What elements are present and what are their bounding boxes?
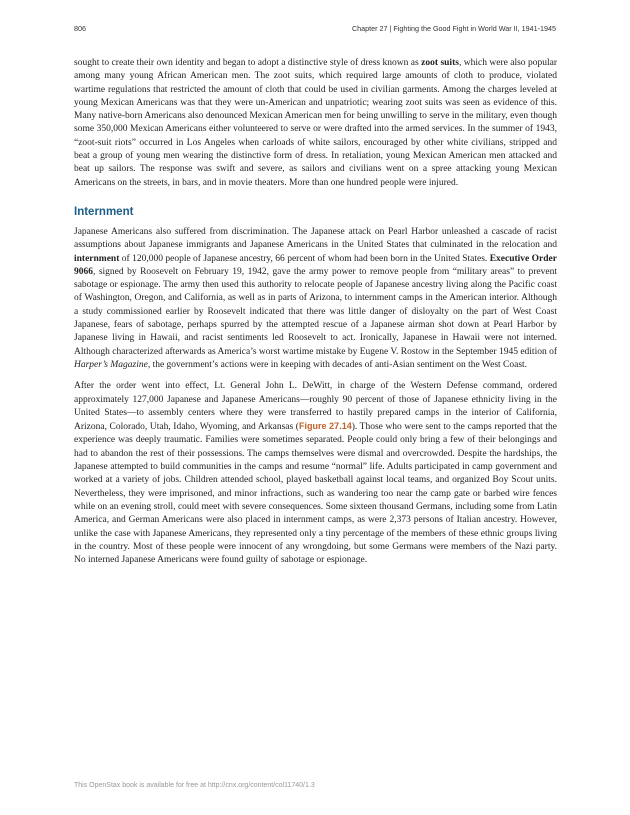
page-header — [74, 24, 556, 38]
figure-reference-link[interactable]: Figure 27.14 — [298, 421, 352, 432]
section-heading-internment: Internment — [74, 205, 134, 218]
page-number: 806 — [74, 24, 86, 33]
paragraph-text: sought to create their own identity and began to adopt a distinctive style of dress known as — [74, 58, 422, 68]
publication-title: Harper’s Magazine — [74, 359, 148, 370]
running-head: Chapter 27 | Fighting the Good Fight in World War II, 1941-1945 — [351, 24, 556, 33]
key-term-internment: internment — [74, 253, 120, 264]
paragraph-text: , which were also popular among many young African American men. The zoot suits, which required large amounts of cloth to produce, violated wartime regulations that restricted the amount of cloth that could be used in civilian garments. Among the charges leveled at young Mexican Americans was that they were un-American and unpatriotic; wearing zoot suits was seen as evidence of this. Many native-born Americans also denounced Mexican American men for being unwilling to serve in the military, even though some 350,000 Mexican Americans either volunteered to serve or were drafted into the armed services. In the summer of 1943, “zoot-suit riots” occurred in Los Angeles when carloads of white sailors, encouraged by other white civilians, stripped and beat a group of young men wearing the distinctive form of dress. In retaliation, young Mexican American men attacked and beat up sailors. The response was swift and severe, as sailors and civilians went on a spree attacking young Mexican Americans on the streets, in bars, and in movie theaters. More than one hundred people were injured. — [74, 58, 557, 188]
paragraph-text: ). Those who were sent to the camps reported that the experience was deeply traumatic. Families were sometimes separated. People could only bring a few of their belongings and had to abandon the rest of their possessions. The camps themselves were dismal and overcrowded. Despite the hardships, the Japanese attempted to build communities in the camps and resume “normal” life. Adults participated in camp government and worked at a variety of jobs. Children attended school, played basketball against local teams, and organized Boy Scout units. Nevertheless, they were imprisoned, and minor infractions, such as wandering too near the camp gate or barbed wire fences while on an evening stroll, could meet with severe consequences. Some sixteen thousand Germans, including some from Latin America, and German Americans were also placed in internment camps, as were 2,373 persons of Italian ancestry. However, unlike the case with Japanese Americans, they represented only a tiny percentage of the members of these ethnic groups living in the country. Most of these people were innocent of any wrongdoing, but some Germans were members of the Nazi party. No interned Japanese Americans were found guilty of sabotage or espionage. — [74, 422, 557, 566]
key-term-zoot-suits: zoot suits — [421, 58, 459, 68]
paragraph-zoot-suits — [74, 57, 557, 190]
key-term-executive-order: Executive Order 9066 — [74, 253, 557, 277]
body-content — [74, 57, 557, 575]
page-footer: This OpenStax book is available for free at http://cnx.org/content/col11740/1.3 — [74, 782, 315, 789]
paragraph-internment — [74, 226, 557, 372]
paragraph-text: After the order went into effect, Lt. General John L. DeWitt, in charge of the Western Defense command, ordered approximately 127,000 Japanese and Japanese Americans—roughly 90 percent of those of Japanese ethnicity living in the United States—to assembly centers where they were transferred to hastily prepared camps in the interior of California, Arizona, Colorado, Utah, Idaho, Wyoming, and Arkansas ( — [74, 381, 557, 433]
paragraph-text: of 120,000 people of Japanese ancestry, 66 percent of whom had been born in the United States. — [119, 253, 490, 264]
paragraph-text: , signed by Roosevelt on February 19, 1942, gave the army power to remove people from “military areas” to prevent sabotage or espionage. The army then used this authority to relocate people of Japanese ancestry living along the Pacific coast of Washington, Oregon, and California, as well as in parts of Arizona, to internment camps in the American interior. Although a study commissioned earlier by Roosevelt indicated that there was little danger of disloyalty on the part of West Coast Japanese, fears of sabotage, perhaps spurred by the attempted rescue of a Japanese airman shot down at Pearl Harbor by Japanese living in Hawaii, and racist sentiments led Roosevelt to act. Ironically, Japanese in Hawaii were not interned. Although characterized afterwards as America’s worst wartime mistake by Eugene V. Rostow in the September 1945 edition of — [74, 266, 557, 357]
paragraph-camps — [74, 380, 557, 567]
paragraph-text: Japanese Americans also suffered from discrimination. The Japanese attack on Pearl Harbor unleashed a cascade of racist assumptions about Japanese immigrants and Japanese Americans in the United States that culminated in the relocation and — [74, 226, 557, 251]
paragraph-text: , the government’s actions were in keeping with decades of anti-Asian sentiment on the West Coast. — [147, 359, 528, 370]
